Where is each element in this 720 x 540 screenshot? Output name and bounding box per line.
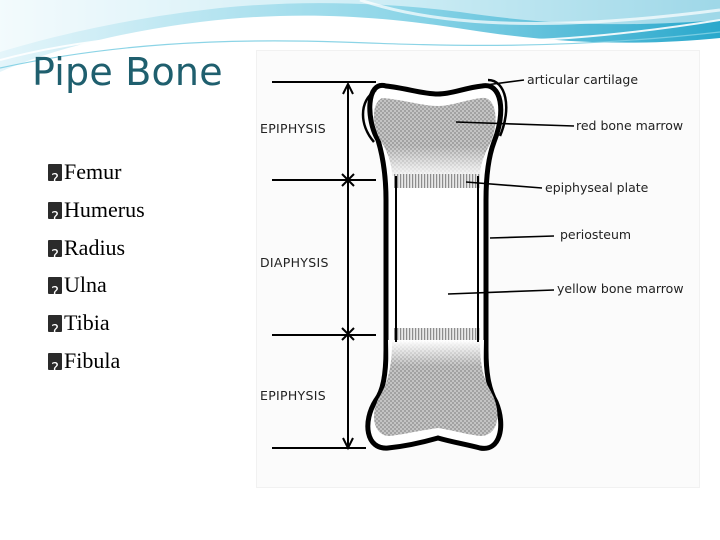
bottom-spongy-fade [388, 340, 484, 366]
list-item [48, 191, 145, 229]
label-epiphyseal-plate: epiphyseal plate [545, 180, 649, 195]
bullet-glyph-icon [48, 277, 62, 294]
zone-label-top-epiphysis: EPIPHYSIS [260, 121, 326, 136]
bottom-epiphyseal-plate [394, 328, 480, 342]
list-item-label: Tibia [64, 310, 110, 336]
bullet-glyph-icon [48, 315, 62, 332]
top-epiphyseal-plate [394, 174, 480, 188]
long-bone-diagram [256, 50, 698, 486]
zone-label-diaphysis: DIAPHYSIS [260, 255, 329, 270]
bullet-glyph-icon [48, 202, 62, 219]
list-item-label: Radius [64, 234, 126, 260]
label-periosteum: periosteum [560, 227, 632, 242]
list-item [48, 153, 145, 191]
list-item-label: Femur [64, 159, 122, 184]
bullet-glyph-icon [48, 164, 62, 181]
list-item-label: Ulna [64, 272, 107, 298]
list-item [48, 342, 145, 380]
label-yellow-bone-marrow: yellow bone marrow [557, 281, 684, 296]
list-item [48, 304, 145, 342]
list-item-label: Humerus [64, 196, 145, 222]
slide-title: Pipe Bone [32, 50, 223, 94]
list-item [48, 229, 145, 267]
leader-periosteum [490, 236, 554, 238]
zone-label-bottom-epiphysis: EPIPHYSIS [260, 388, 326, 403]
label-articular-cartilage: articular cartilage [527, 72, 639, 87]
label-red-bone-marrow: red bone marrow [576, 118, 684, 133]
list-item-label: Fibula [64, 347, 121, 373]
list-item [48, 266, 145, 304]
bullet-glyph-icon [48, 240, 62, 257]
bullet-glyph-icon [48, 353, 62, 370]
bone-list [48, 153, 145, 380]
